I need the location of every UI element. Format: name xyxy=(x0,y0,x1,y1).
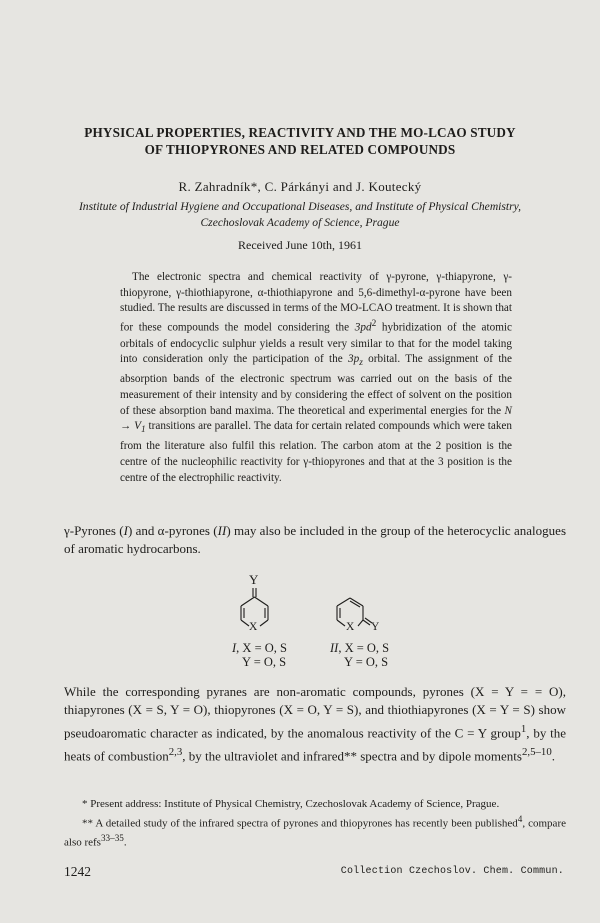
body-paragraph xyxy=(64,683,566,765)
footnote-2-text-3: . xyxy=(123,836,127,849)
transition-subscript: 1 xyxy=(140,425,146,436)
title-line-1: PHYSICAL PROPERTIES, REACTIVITY AND THE MO-LCAO STUDY xyxy=(84,125,516,140)
abstract-text-2: hybridization of the atomic orbitals of endocyclic sulphur yields a result very similar to that for the model taking into consideration only the participation of the xyxy=(120,321,513,366)
structure-2-number: II xyxy=(330,641,339,655)
received-date: Received June 10th, 1961 xyxy=(238,238,362,252)
article-title xyxy=(40,124,560,158)
transition-text: N → V xyxy=(120,404,512,433)
term-3pd-superscript: 2 xyxy=(371,319,377,330)
intro-text-2: ) and α-pyrones ( xyxy=(127,523,218,538)
reference-2: 2,3 xyxy=(168,745,183,758)
page-number: 1242 xyxy=(64,864,91,879)
footnote-2-ref-2: 33–35 xyxy=(100,833,124,844)
footnote-1: * Present address: Institute of Physical Chemistry, Czechoslovak Academy of Science, Prague. xyxy=(82,798,500,810)
abstract-text-1: The electronic spectra and chemical reactivity of γ-pyrone, γ-thiapyrone, γ-thiopyrone, γ-thiothiapyrone, α-thiothiapyrone and 5,6-dimethyl-α-pyrone have been studied. The results are discussed in terms of the MO-LCAO treatment. It is shown that for these compounds the model considering the xyxy=(120,271,512,334)
affiliation xyxy=(30,199,570,231)
structure-2-x-atom: X xyxy=(346,621,355,633)
structure-1-number: I xyxy=(232,641,237,655)
structure-2-label-line-1 xyxy=(330,641,389,655)
journal-name: Collection Czechoslov. Chem. Commun. xyxy=(340,866,564,877)
body-text-4: . xyxy=(551,747,556,763)
author-list: R. Zahradník*, C. Párkányi and J. Koutecký xyxy=(178,179,422,194)
body-text-2: , by the heats of combustion xyxy=(64,725,567,763)
abstract-text-4: transitions are parallel. The data for certain related compounds which were taken from the literature also fulfil this relation. The carbon atom at the 2 position is the centre of the nucleophilic reactivity for γ-thiopyrones and that at the 3 position is the centre of the electrophilic reactivity. xyxy=(120,420,512,484)
structure-2-label xyxy=(330,641,389,669)
footnote-2-ref-1: 4 xyxy=(517,814,523,824)
abstract-text-3: orbital. The assignment of the absorption bands of the electronic spectrum was carried out on the basis of the measurement of their intensity and by considering the effect of solvent on the position of these absorption band maxima. The theoretical and experimental energies for the xyxy=(120,353,512,417)
structure-1-x-values: , X = O, S xyxy=(236,641,287,655)
body-text-3: , by the ultraviolet and infrared** spectra and by dipole moments xyxy=(182,747,522,763)
reference-3: 2,5–10 xyxy=(521,745,552,758)
compound-number-1: I xyxy=(123,523,128,538)
structure-1-label-line-1 xyxy=(232,641,287,655)
structure-1-x-atom: X xyxy=(249,621,258,633)
title-line-2: OF THIOPYRONES AND RELATED COMPOUNDS xyxy=(144,142,456,157)
compound-number-2: II xyxy=(217,523,227,538)
term-3pz-base: 3p xyxy=(348,353,360,366)
intro-text-3: ) may also be included in the group of the heterocyclic analogues of aromatic hydrocarbons. xyxy=(64,523,566,557)
structure-1-y-values: Y = O, S xyxy=(242,655,287,669)
footnote-2-text-2: , compare also refs xyxy=(64,817,566,849)
footnote-2 xyxy=(64,812,566,850)
affiliation-line-2: Czechoslovak Academy of Science, Prague xyxy=(200,216,400,229)
footnote-2-text-1: ** A detailed study of the infrared spectra of pyrones and thiopyrones has recently been published xyxy=(82,817,518,830)
term-3pz-subscript: z xyxy=(359,358,363,369)
structure-1-y-atom: Y xyxy=(249,572,259,587)
structure-2-y-values: Y = O, S xyxy=(344,655,389,669)
structure-1-label xyxy=(232,641,287,669)
affiliation-line-1: Institute of Industrial Hygiene and Occupational Diseases, and Institute of Physical Chemistry, xyxy=(78,200,522,213)
intro-paragraph xyxy=(64,522,566,559)
structure-2-ring xyxy=(328,592,384,642)
structure-2-x-values: , X = O, S xyxy=(338,641,390,655)
abstract xyxy=(120,270,512,486)
intro-text-1: γ-Pyrones ( xyxy=(64,523,124,538)
structure-1-ring xyxy=(230,586,280,642)
body-text-1: While the corresponding pyranes are non-aromatic compounds, pyrones (X = Y = = O), thiapyrones (X = S, Y = O), thiopyrones (X = O, Y = S), and thiothiapyrones (X = Y = S) show pseudoaromatic character as indicated, by the anomalous reactivity of the C = Y group xyxy=(64,684,566,741)
term-3pz xyxy=(348,353,363,369)
reference-1: 1 xyxy=(520,722,527,735)
term-3pd: 3pd xyxy=(354,321,372,334)
structure-2-y-atom: Y xyxy=(371,621,380,633)
